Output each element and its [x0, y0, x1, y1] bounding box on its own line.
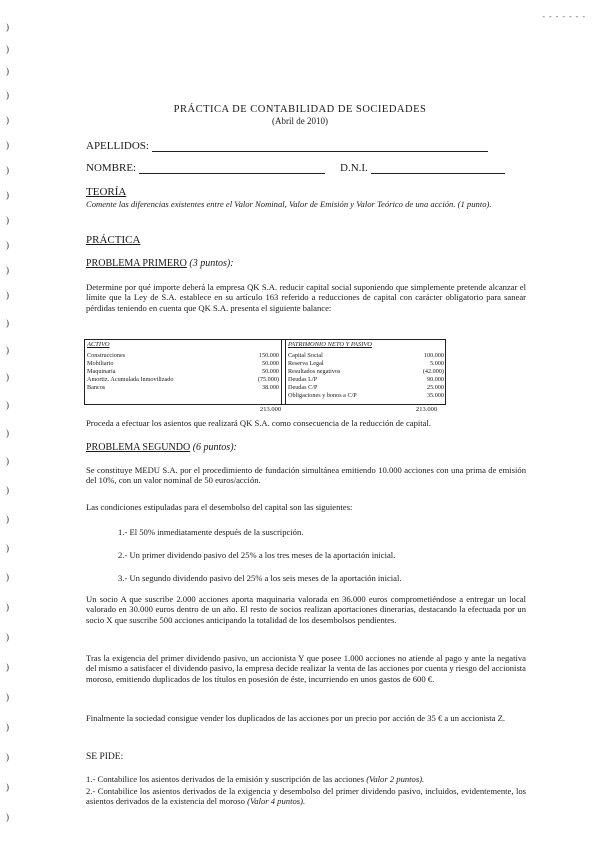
assets-column [85, 340, 282, 404]
practice-heading: PRÁCTICA [86, 234, 141, 246]
asset-row: Bancos 38.000 [87, 384, 279, 391]
problem1-heading: PROBLEMA PRIMERO [86, 258, 187, 269]
problem1-title [86, 259, 526, 269]
equity-row: Deudas L/P 90.000 [288, 376, 444, 383]
name-field[interactable] [86, 162, 325, 174]
problem2-para1: Un socio A que suscribe 2.000 acciones aporta maquinaria valorada en 36.000 euros comprometiéndose a entregar un local valorado en 30.000 euros dentro de un año. El resto de socios realizan aportaciones dinerarias, destacando la efectuada por un socio X que suscribe 500 acciones anticipando la totalidad de los desembolsos pendientes. [86, 594, 526, 625]
equity-row: Obligaciones y bonos a C/P 35.000 [288, 392, 444, 399]
condition-item: 1.- El 50% inmediatamente después de la suscripción. [118, 527, 304, 537]
name-label: NOMBRE: [86, 162, 137, 174]
equity-heading: PATRIMONIO NETO Y PASIVO [288, 341, 372, 348]
asset-row: Construcciones 150.000 [87, 352, 279, 359]
exam-page: ) ) ) ) ) ) ) ) ) ) ) ) ) ) ) ) ) ) ) ) ) ) ) ) ) ) ) ) ) ) - - - - - - - PRÁCTICA DE CONTABILIDAD DE SOCIEDADES (Abril de 2010) APELLIDOS: NOMBRE: D.N.I. TEORÍA Comente las diferencias existentes entre el Valor Nominal, Valor de Emisión y Valor Teórico de una acción. (1 punto). PRÁCTICA PROBLEMA PRIMERO (3 puntos): Determine por qué importe deberá la empresa QK S.A. reducir capital social suponiendo que simplemente pretende alcanzar el límite que la Ley de S.A. establece en su artículo 163 referido a reducciones de capital con carácter obligatorio para sanear pérdidas teniendo en cuenta que QK S.A. presenta el siguiente balance: ACTIVO Construcciones 150.000 Mobiliario 50.000 Maquinaria 50.000 Amortiz. Acumulada Inmovilizado (75.000) Bancos 38.000 PATRIMONIO NETO Y PASIVO Capital Social 100.000 Reserva Legal 5.000 Resultados negativos (42.000) Deudas L/P 90.000 Deudas C/P 25.000 Obligaciones y bonos a C/P 35.000 213.000 213.000 Proceda a efectuar los asientos que realizará QK S.A. como consecuencia de la reducción de capital. PROBLEMA SEGUNDO (6 puntos): Se constituye MEDU S.A. por el procedimiento de fundación simultánea emitiendo 10.000 acciones con una prima de emisión del 10%, con un valor nominal de 50 euros/acción. Las condiciones estipuladas para el desembolso del capital son las siguientes: 1.- El 50% inmediatamente después de la suscripción. 2.- Un primer dividendo pasivo del 25% a los tres meses de la aportación inicial. 3.- Un segundo dividendo pasivo del 25% a los seis meses de la aportación inicial. Un socio A que suscribe 2.000 acciones aporta maquinaria valorada en 36.000 euros comprometiéndose a entregar un local valorado en 30.000 euros dentro de un año. El resto de socios realizan aportaciones dinerarias, destacando la efectuada por un socio X que suscribe 500 acciones anticipando la totalidad de los desembolsos pendientes. Tras la exigencia del primer dividendo pasivo, un accionista Y que posee 1.000 acciones no atiende al pago y ante la negativa del mismo a satisfacer el dividendo pasivo, la empresa decide realizar la venta de las acciones por cuenta y riesgo del accionista moroso, emitiendo duplicados de los títulos en posesión de éste, incurriendo en unos gastos de 600 €. Finalmente la sociedad consigue vender los duplicados de las acciones por un precio por acción de 35 € a un accionista Z. SE PIDE: 1.- Contabilice los asientos derivados de la emisión y suscripción de las acciones (Valor 2 puntos). 2.- Contabilice los asientos derivados de la exigencia y desembolso del primer dividendo pasivo, incluidos, evidentemente, los asientos derivados de la existencia del moroso (Valor 4 puntos). [0, 0, 600, 848]
equity-total: 213.000 [416, 406, 438, 413]
surname-label: APELLIDOS: [86, 140, 149, 152]
problem1-statement: Determine por qué importe deberá la empresa QK S.A. reducir capital social suponiendo que simplemente pretende alcanzar el límite que la Ley de S.A. establece en su artículo 163 referido a reducciones de capital con carácter obligatorio para sanear pérdidas teniendo en cuenta que QK S.A. presenta el siguiente balance: [86, 282, 526, 313]
condition-item: 2.- Un primer dividendo pasivo del 25% a los tres meses de la aportación inicial. [118, 550, 396, 560]
ask-2 [86, 786, 526, 807]
theory-question: Comente las diferencias existentes entre el Valor Nominal, Valor de Emisión y Valor Teórico de una acción. (1 punto). [86, 199, 492, 209]
theory-heading: TEORÍA [86, 186, 127, 198]
problem2-para2: Tras la exigencia del primer dividendo pasivo, un accionista Y que posee 1.000 acciones no atiende al pago y ante la negativa del mismo a satisfacer el dividendo pasivo, la empresa decide realizar la venta de las acciones por cuenta y riesgo del accionista moroso, emitiendo duplicados de los títulos en posesión de éste, incurriendo en unos gastos de 600 €. [86, 653, 526, 684]
surname-field[interactable] [86, 140, 488, 152]
problem2-heading: PROBLEMA SEGUNDO [86, 442, 191, 453]
ask-1 [86, 774, 526, 784]
problem2-title [86, 443, 526, 453]
ask-2-text: 2.- Contabilice los asientos derivados de la exigencia y desembolso del primer dividendo pasivo, incluidos, evidentemente, los asientos derivados de la existencia del moroso [86, 786, 526, 807]
equity-row: Deudas C/P 25.000 [288, 384, 444, 391]
id-line[interactable] [371, 164, 505, 174]
conditions-intro: Las condiciones estipuladas para el desembolso del capital son las siguientes: [86, 502, 353, 512]
surname-line[interactable] [152, 142, 488, 152]
problem2-points: (6 puntos): [192, 442, 237, 453]
name-line[interactable] [139, 164, 325, 174]
problem2-intro: Se constituye MEDU S.A. por el procedimiento de fundación simultánea emitiendo 10.000 acciones con una prima de emisión del 10%, con un valor nominal de 50 euros/acción. [86, 465, 526, 486]
problem2-para3: Finalmente la sociedad consigue vender los duplicados de las acciones por un precio por acción de 35 € a un accionista Z. [86, 713, 506, 723]
assets-heading: ACTIVO [87, 341, 110, 348]
asset-row: Mobiliario 50.000 [87, 360, 279, 367]
ask-1-points: (Valor 2 puntos). [366, 774, 425, 784]
problem1-points: (3 puntos): [189, 258, 234, 269]
balance-sheet [84, 339, 446, 405]
ask-1-text: 1.- Contabilice los asientos derivados de la emisión y suscripción de las acciones [86, 774, 365, 784]
asset-row: Maquinaria 50.000 [87, 368, 279, 375]
equity-row: Capital Social 100.000 [288, 352, 444, 359]
ask-2-points: (Valor 4 puntos). [247, 796, 306, 807]
id-field[interactable] [340, 162, 505, 174]
equity-column [285, 340, 446, 404]
problem1-task: Proceda a efectuar los asientos que realizará QK S.A. como consecuencia de la reducción de capital. [86, 418, 432, 428]
corner-mark: - - - - - - - [542, 12, 586, 21]
equity-row: Resultados negativos (42.000) [288, 368, 444, 375]
condition-item: 3.- Un segundo dividendo pasivo del 25% a los seis meses de la aportación inicial. [118, 573, 402, 583]
asks-heading: SE PIDE: [86, 752, 124, 762]
page-title: PRÁCTICA DE CONTABILIDAD DE SOCIEDADES [173, 104, 427, 115]
assets-total: 213.000 [260, 406, 282, 413]
page-date: (Abril de 2010) [272, 116, 328, 126]
asset-row: Amortiz. Acumulada Inmovilizado (75.000) [87, 376, 279, 383]
id-label: D.N.I. [340, 162, 368, 174]
equity-row: Reserva Legal 5.000 [288, 360, 444, 367]
